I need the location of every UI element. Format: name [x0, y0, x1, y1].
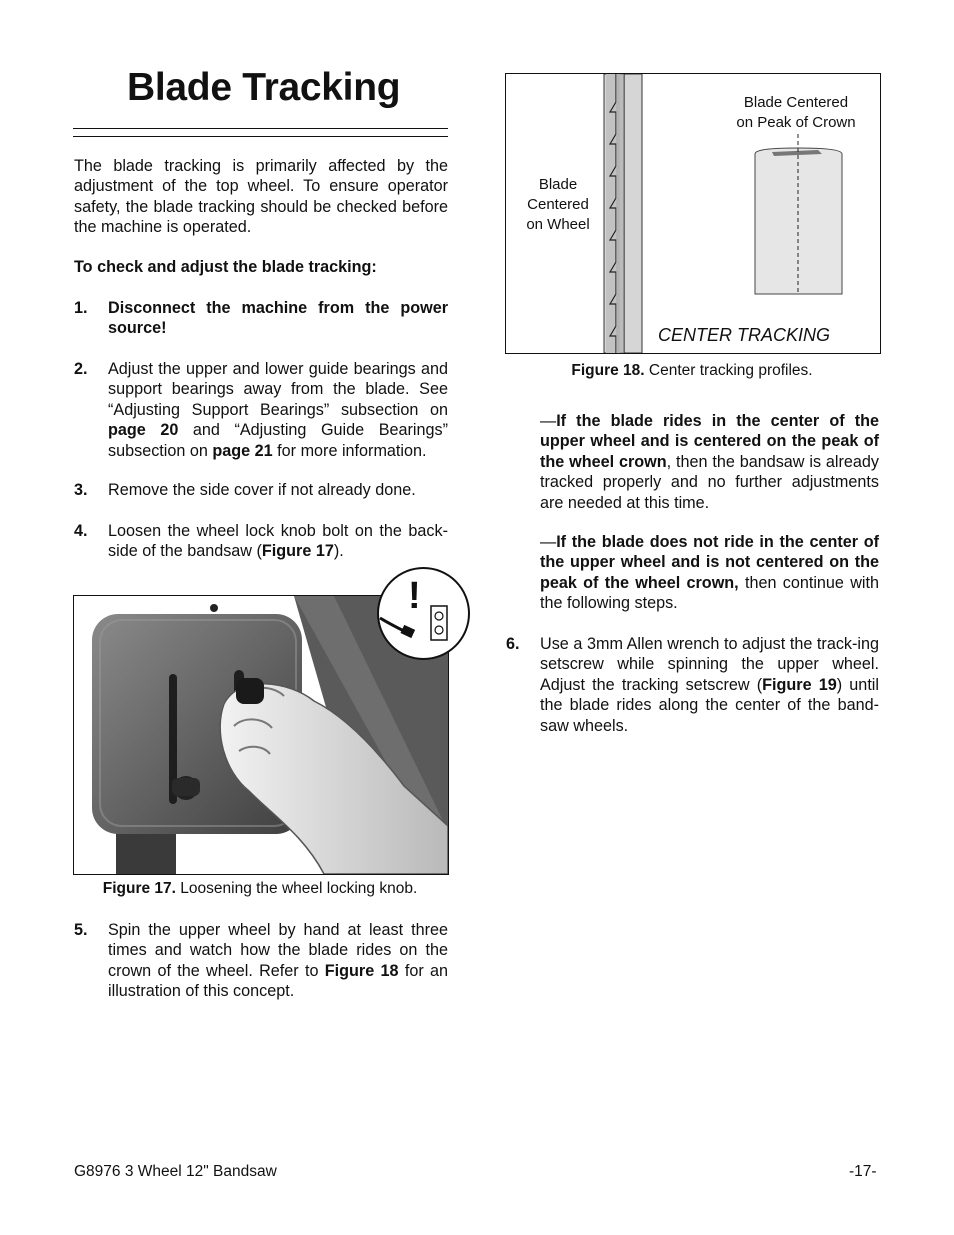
- footer-model: G8976 3 Wheel 12" Bandsaw: [74, 1163, 277, 1180]
- footer-page-number: -17-: [849, 1163, 877, 1180]
- step-number: 1.: [74, 299, 88, 317]
- step-4: [74, 521, 448, 562]
- page-title: Blade Tracking: [127, 66, 401, 109]
- blade-centered-on-wheel-label: Blade Centered on Wheel: [526, 176, 590, 233]
- figure-ref: Figure 18: [324, 961, 399, 980]
- step-number: 6.: [506, 635, 520, 653]
- figure-ref: Figure 19: [762, 675, 837, 694]
- page-ref: page 21: [212, 441, 273, 460]
- step-5: [74, 920, 448, 1002]
- blade-centered-on-peak-label: Blade Centered on Peak of Crown: [736, 94, 856, 131]
- step-text: Loosen the wheel lock knob bolt on the back-side of the bandsaw (Figure 17).: [108, 522, 448, 561]
- page-ref: page 20: [108, 421, 179, 440]
- figure-ref: Figure 17: [261, 542, 334, 561]
- condition-centered: —If the blade rides in the center of the upper wheel and is centered on the peak of the wheel crown, then the bandsaw is already tracked properly and no further adjustments are needed at this time.: [540, 412, 879, 512]
- center-tracking-title: CENTER TRACKING: [658, 325, 831, 345]
- unplug-warning-icon: [376, 566, 471, 661]
- step-text: Use a 3mm Allen wrench to adjust the track-ing setscrew while spinning the upper wheel. Adjust the tracking setscrew (Figure 19) until the blade rides along the center of the band-saw wheels.: [540, 635, 880, 735]
- title-rule-top: [73, 128, 448, 129]
- figure-17-caption: Figure 17. Loosening the wheel locking knob.: [102, 880, 418, 897]
- subheading: To check and adjust the blade tracking:: [74, 258, 377, 276]
- step-number: 2.: [74, 360, 88, 378]
- condition-not-centered: —If the blade does not ride in the center of the upper wheel and is not centered on the peak of the wheel crown, then continue with the following steps.: [540, 533, 879, 613]
- step-6: [506, 634, 879, 736]
- step-2: [74, 359, 448, 461]
- figure-18-caption: Figure 18. Center tracking profiles.: [571, 362, 813, 379]
- step-text: Remove the side cover if not already done.: [108, 481, 416, 499]
- step-number: 5.: [74, 921, 88, 939]
- step-1: [74, 298, 448, 339]
- intro-paragraph: The blade tracking is primarily affected by the adjustment of the top wheel. To ensure operator safety, the blade tracking should be checked before the machine is operated.: [74, 157, 448, 237]
- step-text: Spin the upper wheel by hand at least three times and watch how the blade rides on the crown of the wheel. Refer to Figure 18 for an illustration of this concept.: [108, 921, 448, 1001]
- title-rule-bottom: [73, 136, 448, 137]
- step-text: Adjust the upper and lower guide bearings and support bearings away from the blade. See “Adjusting Support Bearings” subsection on page 20 and “Adjusting Guide Bearings” subsection on page 21 for more information.: [108, 360, 448, 460]
- step-text: Disconnect the machine from the power source!: [108, 299, 448, 338]
- step-3: [74, 480, 448, 500]
- step-number: 3.: [74, 481, 88, 499]
- step-number: 4.: [74, 522, 88, 540]
- figure-18-diagram: [505, 73, 881, 354]
- warning-glyph: !: [408, 575, 421, 617]
